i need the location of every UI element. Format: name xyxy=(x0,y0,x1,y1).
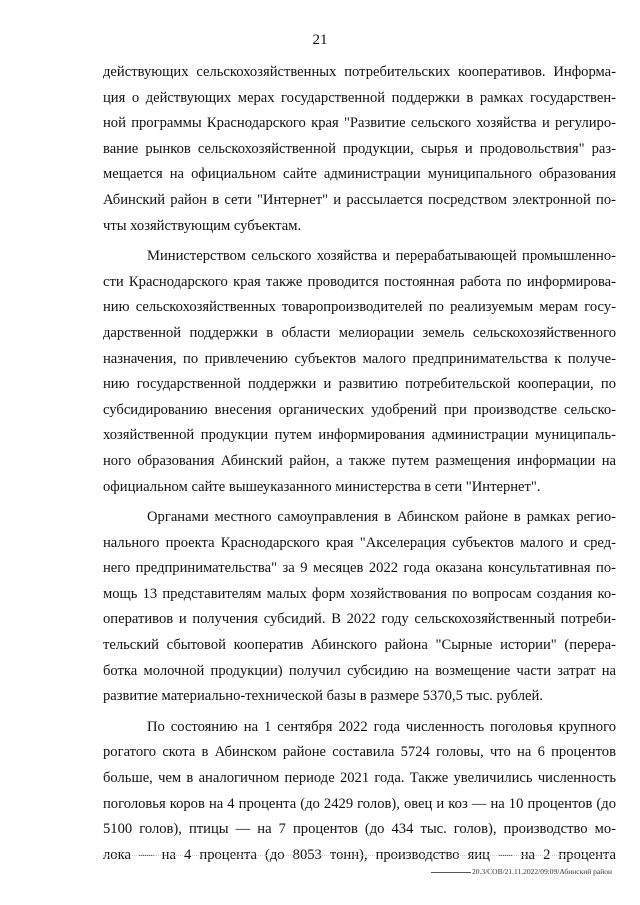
text-line: ной программы Краснодарского края "Развитие сельского хозяйства и регулиро- xyxy=(103,115,616,132)
text-line: мещается на официальном сайте администрации муниципального образования xyxy=(103,166,616,183)
footer-divider xyxy=(103,855,613,856)
text-line: официальном сайте вышеуказанного министерства в сети "Интернет". xyxy=(103,478,541,495)
text-line: Министерством сельского хозяйства и перерабатывающей промышленно- xyxy=(147,248,616,265)
text-line: больше, чем в аналогичном периоде 2021 года. Также увеличились численность xyxy=(103,770,616,787)
paragraph-local-government xyxy=(103,505,616,710)
text-line: нию государственной поддержки и развитию потребительской кооперации, по xyxy=(103,376,616,393)
text-line: нию сельскохозяйственных товаропроизводителей по реализуемым мерам госу- xyxy=(103,299,616,316)
text-line: мощь 13 представителям малых форм хозяйствования по вопросам создания ко- xyxy=(103,585,616,602)
text-line: вание рынков сельскохозяйственной продукции, сырья и продовольствия" раз- xyxy=(103,140,616,157)
paragraph-ministry-work xyxy=(103,244,616,500)
document-registration-code: 20.3/COB/21.11.2022/09:09/Абинский район xyxy=(431,867,612,876)
text-line: действующих сельскохозяйственных потребительских кооперативов. Информа- xyxy=(103,64,616,80)
text-line: чты хозяйствующим субъектам. xyxy=(103,217,302,234)
paragraph-livestock xyxy=(103,715,616,869)
text-line: субсидированию внесения органических удобрений при производстве сельско- xyxy=(103,401,616,418)
text-line: ция о действующих мерах государственной поддержки в рамках государствен- xyxy=(103,89,616,106)
text-line: лока — на 4 процента (до 8053 тонн), производство яиц — на 2 процента xyxy=(103,846,616,863)
text-line: сти Краснодарского края также проводится постоянная работа по информирова- xyxy=(103,273,616,290)
text-line: 5100 голов), птицы — на 7 процентов (до 434 тыс. голов), производство мо- xyxy=(103,821,616,838)
text-line: Органами местного самоуправления в Абинском районе в рамках регио- xyxy=(147,509,616,526)
paragraph-cooperatives-info xyxy=(103,60,616,239)
text-line: хозяйственной продукции путем информирования администрации муниципаль- xyxy=(103,427,616,444)
text-line: рогатого скота в Абинском районе составила 5724 головы, что на 6 процентов xyxy=(103,744,616,761)
text-line: По состоянию на 1 сентября 2022 года численность поголовья крупного xyxy=(147,718,616,735)
document-body xyxy=(103,60,616,868)
text-line: дарственной поддержки в области мелиорации земель сельскохозяйственного xyxy=(103,324,616,341)
text-line: Абинский район в сети "Интернет" и рассылается посредством электронной по- xyxy=(103,191,616,208)
text-line: него предпринимательства" за 9 месяцев 2022 года оказана консультативная по- xyxy=(103,560,616,577)
text-line: поголовья коров на 4 процента (до 2429 голов), овец и коз — на 10 процентов (до xyxy=(103,795,616,812)
text-line: нального проекта Краснодарского края "Акселерация субъектов малого и сред- xyxy=(103,534,616,551)
page-number: 21 xyxy=(312,32,328,48)
text-line: ного образования Абинский район, а также путем размещения информации на xyxy=(103,452,616,469)
text-line: развитие материально-технической базы в размере 5370,5 тыс. рублей. xyxy=(103,688,543,705)
text-line: назначения, по привлечению субъектов малого предпринимательства к получе- xyxy=(103,350,616,367)
text-line: оперативов и получения субсидий. В 2022 году сельскохозяйственный потреби- xyxy=(103,611,616,628)
text-line: ботка молочной продукции) получил субсидию на возмещение части затрат на xyxy=(103,662,616,679)
text-line: тельский сбытовой кооператив Абинского района "Сырные истории" (перера- xyxy=(103,637,616,654)
